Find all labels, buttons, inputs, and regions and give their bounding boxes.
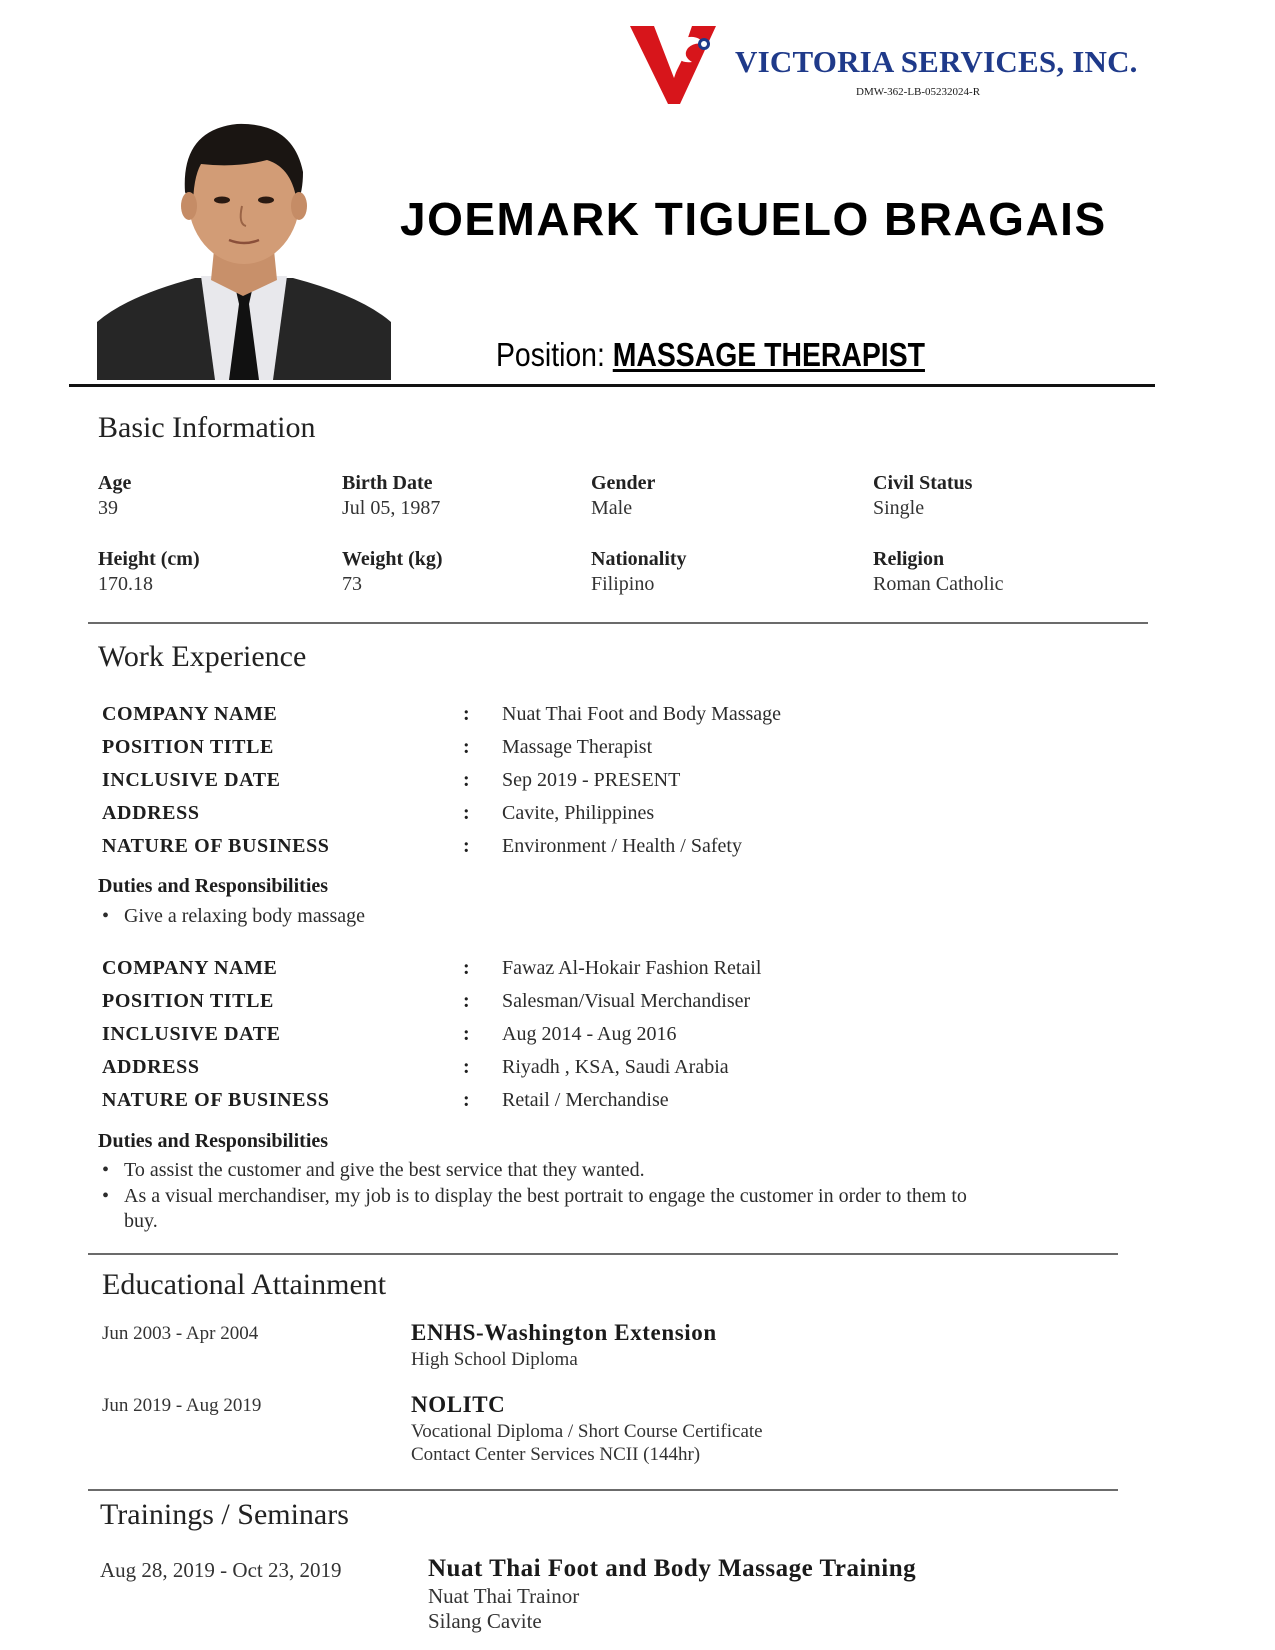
job1-dates-colon: : xyxy=(463,769,470,791)
job2-dates-value: Aug 2014 - Aug 2016 xyxy=(502,1023,677,1045)
job2-duty-continuation: buy. xyxy=(124,1210,158,1232)
job1-company-value: Nuat Thai Foot and Body Massage xyxy=(502,703,782,725)
applicant-full-name: JOEMARK TIGUELO BRAGAIS xyxy=(400,193,1107,245)
weight-label: Weight (kg) xyxy=(342,548,443,570)
job1-nature-label: NATURE OF BUSINESS xyxy=(102,835,330,857)
work-experience-divider xyxy=(88,1253,1118,1255)
nationality-label: Nationality xyxy=(591,548,687,570)
training1-detail: Silang Cavite xyxy=(428,1609,542,1633)
height-label: Height (cm) xyxy=(98,548,200,570)
job1-address-colon: : xyxy=(463,802,470,824)
position-value: MASSAGE THERAPIST xyxy=(612,336,925,373)
basic-info-divider xyxy=(88,622,1148,624)
job2-dates-colon: : xyxy=(463,1023,470,1045)
position-line xyxy=(496,336,925,374)
edu2-school: NOLITC xyxy=(411,1392,506,1417)
job2-position-colon: : xyxy=(463,990,470,1012)
job2-position-label: POSITION TITLE xyxy=(102,990,274,1012)
job1-position-label: POSITION TITLE xyxy=(102,736,274,758)
edu2-detail: Contact Center Services NCII (144hr) xyxy=(411,1444,701,1465)
bullet-icon: • xyxy=(102,905,110,927)
civil-status-label: Civil Status xyxy=(873,472,973,494)
job2-dates-label: INCLUSIVE DATE xyxy=(102,1023,281,1045)
nationality-value: Filipino xyxy=(591,573,655,595)
height-value: 170.18 xyxy=(98,573,153,595)
job1-duty-item xyxy=(102,905,1102,931)
religion-label: Religion xyxy=(873,548,945,570)
job2-address-value: Riyadh , KSA, Saudi Arabia xyxy=(502,1056,729,1078)
company-logo xyxy=(630,20,720,106)
edu1-detail: High School Diploma xyxy=(411,1349,578,1370)
job1-dates-label: INCLUSIVE DATE xyxy=(102,769,281,791)
gender-value: Male xyxy=(591,497,633,519)
job2-duty-item xyxy=(102,1159,1142,1185)
job2-nature-colon: : xyxy=(463,1089,470,1111)
job1-address-value: Cavite, Philippines xyxy=(502,802,655,824)
edu1-dates: Jun 2003 - Apr 2004 xyxy=(102,1323,259,1344)
birth-date-value: Jul 05, 1987 xyxy=(342,497,441,519)
job1-duties-title: Duties and Responsibilities xyxy=(98,875,329,897)
job1-company-colon: : xyxy=(463,703,470,725)
header-divider xyxy=(69,384,1155,387)
edu2-dates: Jun 2019 - Aug 2019 xyxy=(102,1395,262,1416)
company-name: VICTORIA SERVICES, INC. xyxy=(735,44,1138,79)
basic-info-title: Basic Information xyxy=(98,411,316,444)
job2-nature-value: Retail / Merchandise xyxy=(502,1089,669,1111)
job1-dates-value: Sep 2019 - PRESENT xyxy=(502,769,681,791)
bullet-icon: • xyxy=(102,1159,110,1181)
training1-detail: Nuat Thai Trainor xyxy=(428,1584,580,1608)
birth-date-label: Birth Date xyxy=(342,472,433,494)
job2-company-colon: : xyxy=(463,957,470,979)
weight-value: 73 xyxy=(342,573,362,595)
gender-label: Gender xyxy=(591,472,656,494)
job2-address-colon: : xyxy=(463,1056,470,1078)
education-divider xyxy=(88,1489,1118,1491)
job1-nature-value: Environment / Health / Safety xyxy=(502,835,742,857)
job2-duty-text: To assist the customer and give the best service that they wanted. xyxy=(124,1159,645,1181)
civil-status-value: Single xyxy=(873,497,925,519)
bullet-icon: • xyxy=(102,1185,110,1207)
training1-dates: Aug 28, 2019 - Oct 23, 2019 xyxy=(100,1558,342,1582)
job2-address-label: ADDRESS xyxy=(102,1056,200,1078)
applicant-photo xyxy=(97,108,391,380)
job2-position-value: Salesman/Visual Merchandiser xyxy=(502,990,751,1012)
religion-value: Roman Catholic xyxy=(873,573,1004,595)
edu2-detail: Vocational Diploma / Short Course Certificate xyxy=(411,1421,763,1442)
job1-position-value: Massage Therapist xyxy=(502,736,653,758)
job2-duty-text: As a visual merchandiser, my job is to display the best portrait to engage the customer in order to them to xyxy=(124,1185,967,1207)
job1-nature-colon: : xyxy=(463,835,470,857)
job1-address-label: ADDRESS xyxy=(102,802,200,824)
job2-duty-item xyxy=(102,1185,1142,1211)
work-experience-title: Work Experience xyxy=(98,640,307,673)
age-value: 39 xyxy=(98,497,118,519)
job1-duty-text: Give a relaxing body massage xyxy=(124,905,366,927)
position-label: Position: xyxy=(496,336,605,373)
training1-title: Nuat Thai Foot and Body Massage Training xyxy=(428,1555,917,1582)
job2-duties-title: Duties and Responsibilities xyxy=(98,1130,329,1152)
edu1-school: ENHS-Washington Extension xyxy=(411,1320,717,1345)
job2-company-label: COMPANY NAME xyxy=(102,957,278,979)
job2-company-value: Fawaz Al-Hokair Fashion Retail xyxy=(502,957,762,979)
job1-company-label: COMPANY NAME xyxy=(102,703,278,725)
age-label: Age xyxy=(98,472,132,494)
trainings-title: Trainings / Seminars xyxy=(100,1498,349,1531)
company-license-number: DMW-362-LB-05232024-R xyxy=(856,86,981,98)
job2-nature-label: NATURE OF BUSINESS xyxy=(102,1089,330,1111)
job1-position-colon: : xyxy=(463,736,470,758)
education-title: Educational Attainment xyxy=(102,1268,387,1301)
